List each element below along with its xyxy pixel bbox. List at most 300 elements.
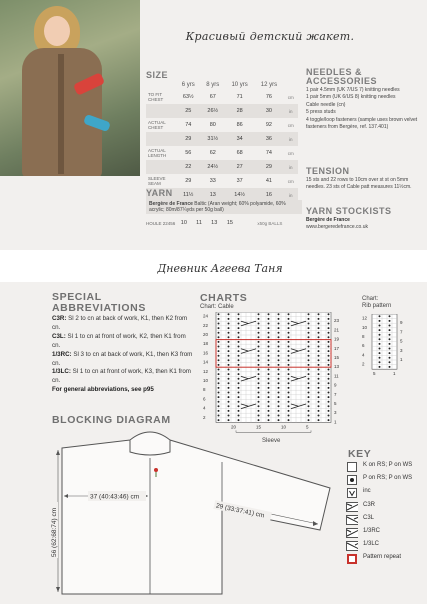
purl-dot (288, 369, 290, 371)
purl-dot (228, 332, 230, 334)
purl-dot (238, 359, 240, 361)
purl-dot (258, 401, 260, 403)
13lc-icon (346, 541, 358, 551)
purl-dot (389, 329, 391, 331)
purl-dot (268, 346, 270, 348)
needles-item: Cable needle (cn) (306, 101, 346, 108)
purl-dot (238, 392, 240, 394)
length-label: 56 (62:68:74) cm (51, 507, 58, 557)
purl-dot (238, 323, 240, 325)
purl-dot (278, 332, 280, 334)
purl-dot (268, 364, 270, 366)
purl-dot (328, 355, 330, 357)
size-header: 12 yrs (260, 82, 278, 88)
purl-dot (318, 313, 320, 315)
size-cell: 14½ (225, 188, 254, 202)
yarn-brand: Bergère de France (149, 201, 193, 207)
purl-dot (258, 382, 260, 384)
purl-dot (238, 332, 240, 334)
size-unit: in (284, 160, 298, 174)
size-cell: 71 (236, 94, 243, 100)
purl-dot (318, 392, 320, 394)
purl-dot (268, 396, 270, 398)
size-row (146, 132, 298, 146)
size-cell: 29 (254, 160, 283, 174)
row-number-right: 15 (334, 355, 340, 361)
purl-dot (328, 415, 330, 417)
purl-dot (288, 401, 290, 403)
rib-stitch-number: 1 (393, 371, 396, 377)
purl-dot (268, 359, 270, 361)
abbreviation-item (52, 333, 194, 351)
empty-square-icon (346, 462, 358, 472)
purl-dot (328, 401, 330, 403)
rib-row-number-right: 7 (400, 329, 403, 335)
abbreviations-list (52, 315, 194, 395)
key-item-label: P on RS; P on WS (363, 475, 413, 482)
purl-dot (278, 387, 280, 389)
purl-dot (308, 382, 310, 384)
row-number-right: 7 (334, 391, 337, 397)
size-cell: 74 (185, 122, 192, 128)
purl-dot (278, 318, 280, 320)
purl-dot (288, 359, 290, 361)
purl-dot (288, 378, 290, 380)
purl-dot (318, 355, 320, 357)
yarn-table (146, 216, 302, 230)
key-item-label: C3L (363, 514, 375, 521)
purl-dot (318, 415, 320, 417)
size-header-row (146, 80, 298, 90)
purl-dot (379, 348, 381, 350)
size-cell: 68 (236, 150, 243, 156)
purl-dot (308, 387, 310, 389)
purl-dot (328, 313, 330, 315)
purl-dot (328, 332, 330, 334)
purl-dot (258, 405, 260, 407)
key-item (346, 462, 424, 472)
purl-dot (258, 396, 260, 398)
purl-dot (328, 341, 330, 343)
purl-dot (228, 369, 230, 371)
purl-dot (288, 355, 290, 357)
size-cell: 30 (254, 104, 283, 118)
stitch-number: 10 (281, 424, 287, 430)
rib-row-number-left: 4 (362, 352, 365, 358)
purl-dot (238, 405, 240, 407)
purl-dot (308, 405, 310, 407)
purl-dot (258, 373, 260, 375)
purl-dot (328, 410, 330, 412)
purl-dot (318, 364, 320, 366)
purl-dot (218, 396, 220, 398)
purl-dot (379, 361, 381, 363)
size-header: 6 yrs (181, 82, 195, 88)
rib-grid (372, 314, 397, 369)
purl-dot (268, 332, 270, 334)
purl-dot (218, 369, 220, 371)
size-row-label: SLEEVE SEAM (148, 176, 166, 186)
key-item (346, 502, 424, 512)
purl-dot (318, 346, 320, 348)
key-item (346, 515, 424, 525)
purl-dot (268, 415, 270, 417)
rib-stitch-number: 5 (373, 371, 376, 377)
purl-dot (288, 341, 290, 343)
size-unit: in (284, 188, 298, 202)
size-row (146, 104, 298, 118)
purl-dot (258, 336, 260, 338)
purl-dot (218, 359, 220, 361)
purl-dot (218, 410, 220, 412)
purl-dot (288, 405, 290, 407)
size-row (146, 90, 298, 104)
rib-row-number-left: 8 (362, 334, 365, 340)
purl-dot (228, 341, 230, 343)
purl-dot (258, 415, 260, 417)
size-header: 8 yrs (206, 82, 220, 88)
cable-chart-title: Chart: Cable (200, 304, 234, 310)
size-unit: in (284, 104, 298, 118)
needles-item: 4 toggle/loop fasteners (sample uses brown velvet fasteners from Bergère, ref. 137.401) (306, 116, 418, 131)
size-row (146, 174, 298, 188)
size-cell: 27 (225, 160, 254, 174)
key-item-label: K on RS; P on WS (363, 462, 413, 468)
needles-item: 1 pair 4.5mm (UK 7/US 7) knitting needles (306, 87, 400, 93)
purl-dot (268, 382, 270, 384)
purl-dot (328, 350, 330, 352)
purl-dot (238, 387, 240, 389)
purl-dot (318, 396, 320, 398)
purl-dot (278, 419, 280, 421)
key-item (346, 554, 424, 564)
purl-dot (238, 369, 240, 371)
purl-dot (268, 369, 270, 371)
purl-dot (238, 382, 240, 384)
size-cell: 29 (185, 178, 192, 184)
purl-dot (258, 313, 260, 315)
purl-dot (308, 410, 310, 412)
size-heading: SIZE (146, 70, 169, 80)
size-cell: 62 (209, 150, 216, 156)
row-number-left: 2 (203, 414, 206, 420)
purl-dot (258, 378, 260, 380)
purl-dot (258, 346, 260, 348)
purl-dot (268, 373, 270, 375)
purl-dot (278, 382, 280, 384)
purl-dot (288, 373, 290, 375)
needles-item: 1 pair 5mm (UK 6/US 8) knitting needles (306, 94, 396, 101)
size-row-label: ACTUAL LENGTH (148, 148, 167, 158)
purl-dot (268, 378, 270, 380)
size-cell: 16 (254, 188, 283, 202)
sleeve-length-label: 29 (33:37:41) cm (215, 502, 265, 520)
purl-dot (268, 410, 270, 412)
rib-row-number-right: 1 (400, 357, 403, 363)
purl-dot (288, 327, 290, 329)
purl-dot (288, 350, 290, 352)
yarn-composition: Baltic (Aran weight; 60% polyamide, 60% acrylic; 80m/87¼yds per 50g ball) (149, 201, 286, 214)
size-row (146, 146, 298, 160)
row-number-right: 13 (334, 364, 340, 370)
purl-dot (278, 336, 280, 338)
purl-dot (308, 355, 310, 357)
purl-dot (308, 346, 310, 348)
purl-dot (268, 327, 270, 329)
purl-dot (228, 373, 230, 375)
purl-dot (218, 378, 220, 380)
purl-dot (238, 419, 240, 421)
purl-dot (228, 336, 230, 338)
sleeve-label: Sleeve (262, 438, 281, 444)
purl-dot (278, 396, 280, 398)
purl-dot (379, 366, 381, 368)
abbreviation-code: C3L: (52, 332, 66, 340)
key-item (346, 541, 424, 551)
rib-row-number-left: 6 (362, 343, 365, 349)
size-row-label (146, 104, 176, 118)
purl-dot (389, 352, 391, 354)
purl-dot (318, 318, 320, 320)
size-unit: cm (287, 94, 294, 100)
purl-dot (238, 346, 240, 348)
purl-dot (288, 332, 290, 334)
row-number-right: 17 (334, 345, 340, 351)
purl-dot (318, 359, 320, 361)
purl-dot (238, 355, 240, 357)
purl-dot (328, 396, 330, 398)
purl-dot (288, 336, 290, 338)
size-cell: 24½ (201, 160, 226, 174)
purl-dot (379, 329, 381, 331)
purl-dot (278, 364, 280, 366)
purl-dot (258, 369, 260, 371)
row-number-left: 24 (203, 313, 209, 319)
size-row-label (146, 132, 176, 146)
needles-heading: NEEDLES & ACCESSORIES (306, 67, 378, 86)
purl-dot (228, 364, 230, 366)
purl-dot (268, 392, 270, 394)
dot-square-icon (346, 475, 358, 485)
cable-grid (216, 312, 331, 422)
purl-dot (278, 392, 280, 394)
purl-dot (268, 341, 270, 343)
purl-dot (278, 323, 280, 325)
purl-dot (308, 341, 310, 343)
purl-dot (389, 357, 391, 359)
purl-dot (318, 341, 320, 343)
purl-dot (318, 419, 320, 421)
row-number-right: 23 (334, 318, 340, 324)
purl-dot (308, 373, 310, 375)
size-cell: 56 (185, 150, 192, 156)
purl-dot (288, 410, 290, 412)
purl-dot (258, 355, 260, 357)
purl-dot (318, 382, 320, 384)
purl-dot (318, 378, 320, 380)
stitch-number: 15 (256, 424, 262, 430)
purl-dot (288, 364, 290, 366)
purl-dot (278, 405, 280, 407)
purl-dot (328, 392, 330, 394)
key-item (346, 528, 424, 538)
abbreviations-heading (52, 292, 146, 314)
purl-dot (218, 364, 220, 366)
purl-dot (379, 325, 381, 327)
yarn-cell: 11 (196, 220, 202, 226)
abbreviation-text: Sl 3 to cn at back of work, K1, then K3 from cn. (52, 350, 193, 367)
abbreviations-heading-line2: ABBREVIATIONS (52, 302, 146, 314)
yarn-cell: 13 (211, 220, 218, 226)
purl-dot (328, 318, 330, 320)
purl-dot (288, 313, 290, 315)
size-cell: 34 (225, 132, 254, 146)
purl-dot (238, 378, 240, 380)
rib-chart-title-line1: Chart: (362, 296, 379, 302)
purl-dot (258, 410, 260, 412)
purl-dot (218, 387, 220, 389)
purl-dot (218, 350, 220, 352)
purl-dot (328, 419, 330, 421)
purl-dot (389, 343, 391, 345)
stockists-heading: YARN STOCKISTS (306, 206, 392, 216)
size-cell: 80 (209, 122, 216, 128)
row-number-right: 19 (334, 336, 340, 342)
purl-dot (318, 332, 320, 334)
purl-dot (258, 350, 260, 352)
row-number-left: 14 (203, 359, 209, 365)
rib-row-number-right: 9 (400, 320, 403, 326)
purl-dot (389, 315, 391, 317)
purl-dot (379, 352, 381, 354)
yarn-cell: 10 (180, 220, 187, 226)
purl-dot (328, 359, 330, 361)
rib-row-number-left: 10 (362, 324, 368, 330)
purl-dot (268, 318, 270, 320)
purl-dot (328, 364, 330, 366)
rib-row-number-left: 2 (362, 361, 365, 367)
purl-dot (218, 415, 220, 417)
purl-dot (308, 332, 310, 334)
size-cell: 31½ (201, 132, 226, 146)
size-unit: cm (287, 150, 294, 156)
purl-dot (328, 387, 330, 389)
key-list (346, 462, 424, 568)
purl-dot (228, 415, 230, 417)
purl-dot (318, 387, 320, 389)
purl-dot (278, 313, 280, 315)
size-row-label: ACTUAL CHEST (148, 120, 166, 130)
purl-dot (328, 382, 330, 384)
purl-dot (278, 341, 280, 343)
purl-dot (308, 323, 310, 325)
c3l-icon (346, 515, 358, 525)
row-number-left: 20 (203, 332, 209, 338)
purl-dot (268, 405, 270, 407)
purl-dot (288, 415, 290, 417)
rib-chart (362, 314, 412, 386)
width-label: 37 (40:43:46) cm (90, 493, 140, 501)
purl-dot (308, 364, 310, 366)
purl-dot (228, 327, 230, 329)
key-item-label: Pattern repeat (363, 554, 402, 561)
purl-dot (258, 318, 260, 320)
purl-dot (328, 405, 330, 407)
purl-dot (278, 401, 280, 403)
purl-dot (228, 378, 230, 380)
purl-dot (288, 396, 290, 398)
size-unit: in (284, 132, 298, 146)
needles-item: 5 press studs (306, 109, 336, 116)
size-unit: cm (287, 178, 294, 184)
purl-dot (268, 355, 270, 357)
size-header: 10 yrs (231, 82, 248, 88)
purl-dot (278, 355, 280, 357)
purl-dot (318, 373, 320, 375)
purl-dot (308, 336, 310, 338)
purl-dot (228, 410, 230, 412)
purl-dot (288, 382, 290, 384)
purl-dot (318, 336, 320, 338)
size-cell: 26½ (201, 104, 226, 118)
purl-dot (379, 334, 381, 336)
yarn-row-label: HOULE 22456 (146, 220, 176, 226)
size-cell: 28 (225, 104, 254, 118)
purl-dot (308, 313, 310, 315)
purl-dot (328, 336, 330, 338)
size-row-label: TO FIT CHEST (148, 92, 164, 102)
purl-dot (308, 419, 310, 421)
purl-dot (228, 387, 230, 389)
size-cell: 22 (176, 160, 201, 174)
purl-dot (238, 364, 240, 366)
diary-caption: Дневник Агеева Таня (157, 262, 283, 275)
purl-dot (288, 318, 290, 320)
size-cell: 13 (201, 188, 226, 202)
purl-dot (238, 415, 240, 417)
purl-dot (328, 378, 330, 380)
key-item-label: 1/3LC (363, 541, 380, 548)
purl-dot (258, 323, 260, 325)
purl-dot (379, 338, 381, 340)
stitch-number: 20 (231, 424, 237, 430)
purl-dot (328, 323, 330, 325)
stockist-name: Bergère de France (306, 217, 350, 223)
model-photo (0, 0, 140, 176)
purl-dot (308, 350, 310, 352)
purl-dot (258, 419, 260, 421)
purl-dot (268, 313, 270, 315)
abbreviation-item (52, 351, 194, 369)
row-number-left: 22 (203, 322, 209, 328)
purl-dot (288, 323, 290, 325)
stockist-url: www.bergeredefrance.co.uk (306, 224, 368, 231)
purl-dot (218, 341, 220, 343)
rib-row-number-left: 12 (362, 315, 368, 321)
purl-dot (238, 313, 240, 315)
key-item-label: C3R (363, 501, 376, 508)
purl-dot (288, 387, 290, 389)
purl-dot (238, 341, 240, 343)
size-cell: 25 (176, 104, 201, 118)
purl-dot (379, 320, 381, 322)
purl-dot (218, 401, 220, 403)
purl-dot (218, 336, 220, 338)
purl-dot (268, 401, 270, 403)
purl-dot (228, 382, 230, 384)
purl-dot (328, 373, 330, 375)
abbreviation-text: Sl 1 to cn at front of work, K3, then K1 from cn. (52, 368, 191, 385)
